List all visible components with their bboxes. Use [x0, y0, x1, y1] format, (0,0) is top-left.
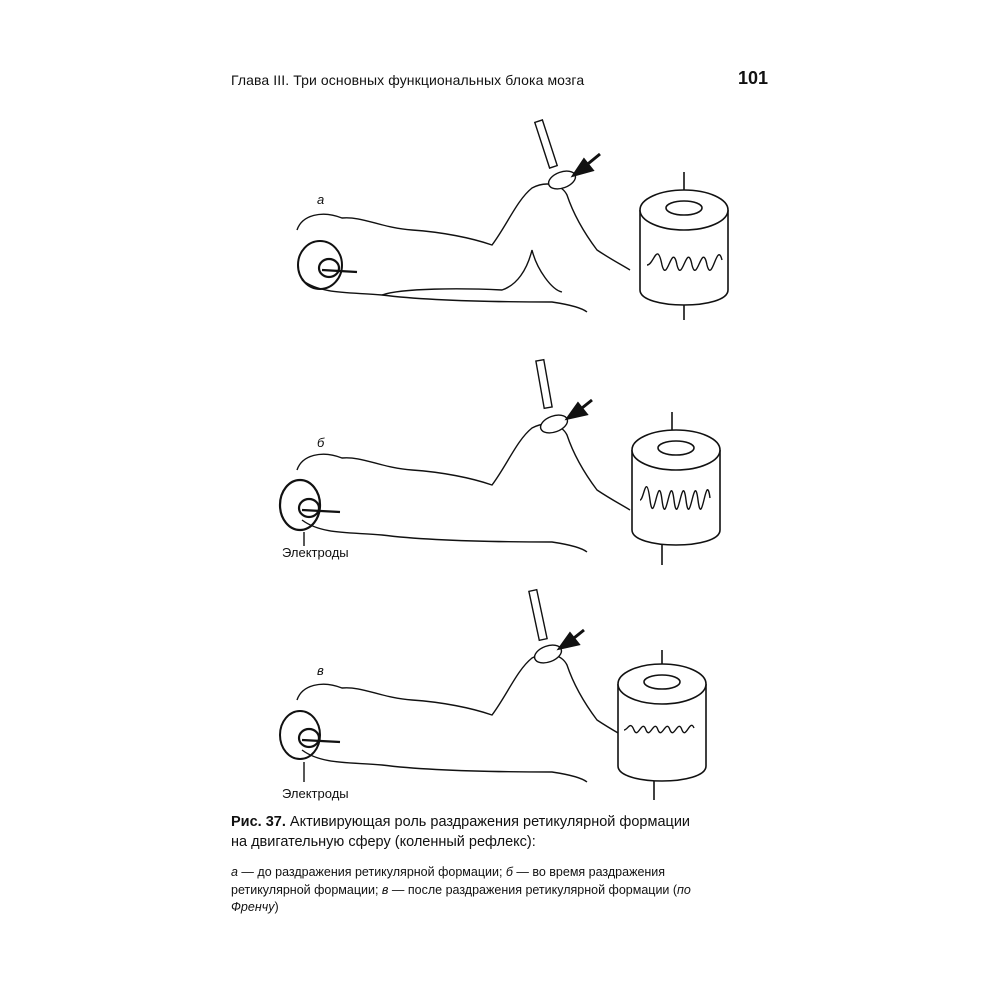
- reflex-hammer: [536, 360, 570, 437]
- legend-text-a: — до раздражения ретикулярной формации;: [237, 865, 506, 879]
- caption-title-text: Активирующая роль раздражения ретикулярной формации на двигательную сферу (коленный рефлекс):: [231, 814, 691, 850]
- legend-source: по Френчу: [231, 882, 691, 914]
- legend-close: ): [274, 900, 279, 914]
- monkey-knee-reflex-illustration: [262, 360, 742, 560]
- kymograph-drum: [640, 172, 728, 320]
- arrow-icon: [568, 400, 592, 418]
- figure-caption: [231, 812, 701, 917]
- monkey-body: [280, 654, 630, 782]
- figure-panel-b: [262, 360, 742, 560]
- panel-letter-a: а: [317, 192, 325, 207]
- legend-letter-b: б: [505, 865, 513, 879]
- arrow-icon: [574, 154, 600, 175]
- legend-text-c: — после раздражения ретикулярной формации (: [388, 882, 678, 897]
- kymograph-drum: [618, 650, 706, 800]
- panel-letter-c: в: [317, 663, 324, 678]
- figure-panel-c: [262, 590, 742, 801]
- monkey-knee-reflex-illustration: [262, 590, 742, 790]
- caption-title: [231, 812, 701, 852]
- running-head: Глава III. Три основных функциональных блока мозга: [231, 72, 585, 88]
- arrow-icon: [560, 630, 584, 648]
- legend-text-b: — во время раздражения ретикулярной формации;: [231, 865, 666, 897]
- legend-letter-a: а: [231, 865, 238, 879]
- monkey-body: [297, 184, 630, 312]
- figure-number: Рис. 37.: [231, 814, 286, 830]
- legend-letter-c: в: [381, 882, 389, 897]
- monkey-knee-reflex-illustration: [262, 120, 742, 320]
- page-number: 101: [738, 68, 769, 88]
- kymograph-drum: [632, 412, 720, 565]
- electrodes-label: Электроды: [282, 545, 349, 560]
- reflex-hammer: [529, 590, 564, 667]
- reflex-hammer: [535, 120, 578, 192]
- figure-panel-a: [262, 120, 742, 320]
- monkey-body: [280, 424, 630, 552]
- panel-letter-b: б: [317, 435, 325, 450]
- caption-legend: [231, 864, 701, 917]
- electrodes-label: Электроды: [282, 786, 349, 801]
